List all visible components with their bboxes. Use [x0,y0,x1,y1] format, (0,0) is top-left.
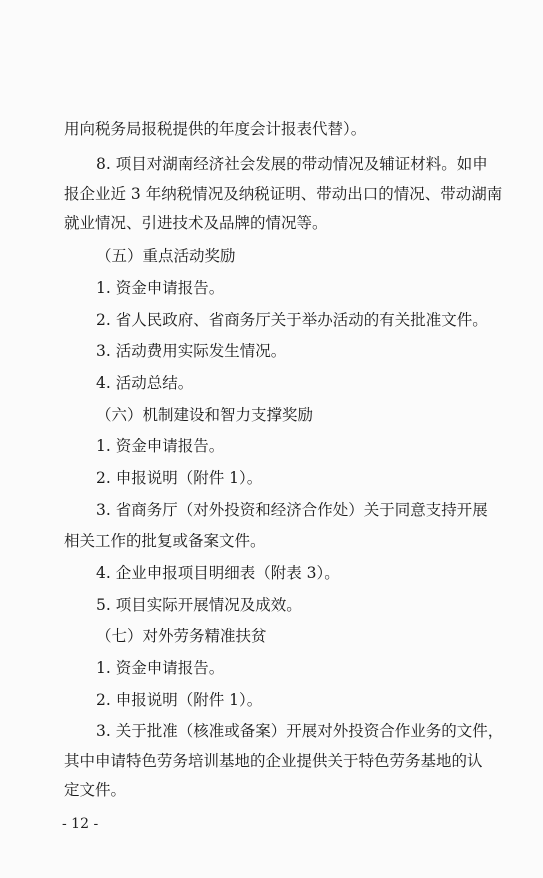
paragraph-line: 其中申请特色劳务培训基地的企业提供关于特色劳务基地的认 [64,752,483,770]
page-number: - 12 - [62,816,99,832]
paragraph-line: 就业情况、引进技术及品牌的情况等。 [64,214,328,232]
section-heading: （五）重点活动奖励 [96,247,236,265]
list-item: 1. 资金申请报告。 [96,437,225,455]
list-item: 1. 资金申请报告。 [96,279,225,297]
section-heading: （七）对外劳务精准扶贫 [96,627,267,645]
list-item: 3. 关于批准（核准或备案）开展对外投资合作业务的文件， [96,722,504,740]
paragraph-line: 定文件。 [64,781,127,799]
list-item: 3. 活动费用实际发生情况。 [96,342,287,360]
list-item: 2. 申报说明（附件 1）。 [96,469,263,487]
list-item: 4. 活动总结。 [96,374,194,392]
list-item: 5. 项目实际开展情况及成效。 [96,596,302,614]
paragraph-line: 用向税务局报税提供的年度会计报表代替）。 [64,120,367,138]
list-item: 4. 企业申报项目明细表（附表 3）。 [96,564,340,582]
paragraph-line: 相关工作的批复或备案文件。 [64,532,266,550]
list-item: 2. 省人民政府、省商务厅关于举办活动的有关批准文件。 [96,311,488,329]
list-item: 3. 省商务厅（对外投资和经济合作处）关于同意支持开展 [96,501,488,519]
list-item: 2. 申报说明（附件 1）。 [96,691,263,709]
list-item: 1. 资金申请报告。 [96,659,225,677]
paragraph-line: 8. 项目对湖南经济社会发展的带动情况及辅证材料。如申 [96,155,488,173]
section-heading: （六）机制建设和智力支撑奖励 [96,406,314,424]
paragraph-line: 报企业近 3 年纳税情况及纳税证明、带动出口的情况、带动湖南 [64,185,503,203]
